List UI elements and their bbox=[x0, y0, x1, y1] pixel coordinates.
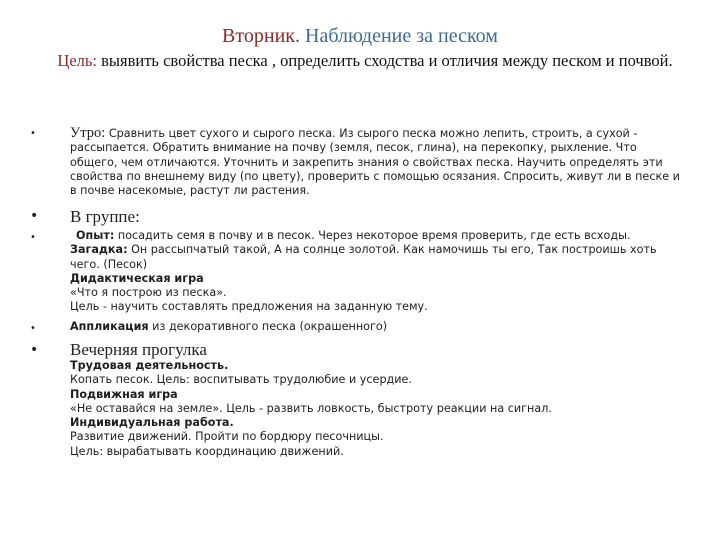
application-block bbox=[70, 320, 680, 334]
mobile-label: Подвижная игра bbox=[70, 387, 178, 401]
bullet-evening: • bbox=[30, 342, 39, 358]
morning-block bbox=[70, 126, 680, 198]
evening-heading: Вечерняя прогулка bbox=[70, 340, 207, 359]
bullet-group-details: • bbox=[30, 232, 36, 243]
title-dot: . bbox=[295, 25, 300, 47]
morning-label: Утро: bbox=[70, 125, 106, 141]
goal-label: Цель: bbox=[57, 51, 97, 70]
experiment-line bbox=[70, 229, 680, 243]
individual-text: Развитие движений. Пройти по бордюру песочницы. bbox=[70, 430, 384, 444]
game-goal: Цель - научить составлять предложения на заданную тему. bbox=[70, 300, 428, 314]
title-day: Вторник bbox=[222, 25, 295, 47]
title-topic: Наблюдение за песком bbox=[300, 25, 498, 47]
application-text: из декоративного песка (окрашенного) bbox=[148, 320, 388, 333]
individual-goal: Цель: вырабатывать координацию движений. bbox=[70, 444, 344, 458]
group-heading: В группе: bbox=[70, 207, 140, 226]
game-label: Дидактическая игра bbox=[70, 271, 204, 285]
labor-label: Трудовая деятельность. bbox=[70, 359, 229, 372]
goal-text: выявить свойства песка , определить сходства и отличия между песком и почвой. bbox=[97, 51, 673, 70]
riddle-line bbox=[70, 243, 680, 272]
bullet-application: • bbox=[30, 323, 36, 334]
experiment-label: Опыт: bbox=[76, 229, 115, 242]
individual-label: Индивидуальная работа. bbox=[70, 416, 234, 430]
bullet-morning: • bbox=[30, 128, 36, 139]
experiment-text: посадить семя в почву и в песок. Через некоторое время проверить, где есть всходы. bbox=[114, 229, 631, 242]
mobile-text: «Не оставайся на земле». Цель - развить ловкость, быстроту реакции на сигнал. bbox=[70, 401, 552, 415]
labor-text: Копать песок. Цель: воспитывать трудолюбие и усердие. bbox=[70, 373, 412, 387]
game-name: «Что я построю из песка». bbox=[70, 286, 227, 300]
game-label-line bbox=[70, 272, 680, 286]
bullet-group: • bbox=[30, 208, 39, 224]
page-title bbox=[0, 24, 720, 48]
group-block bbox=[70, 229, 680, 315]
goal-paragraph bbox=[40, 50, 690, 71]
morning-text: Сравнить цвет сухого и сырого песка. Из сырого песка можно лепить, строить, а сухой - рассыпается. Обратить внимание на почву (земля, песок, глина), на перекопку, рыхление. Что общего, чем отличаются. Уточнить и закрепить знания о свойствах песка. Научить определять эти свойства по внешнему виду (по цвету), проверить с помощью осязания. Спросить, живут ли в песке и в почве насекомые, растут ли растения. bbox=[70, 127, 680, 198]
labor-label-line bbox=[70, 359, 680, 373]
individual-label-line bbox=[70, 416, 680, 430]
application-label: Аппликация bbox=[70, 320, 149, 333]
riddle-text: Он рассыпчатый такой, А на солнце золотой. Как намочишь ты его, Так построишь хоть чего. (Песок) bbox=[70, 243, 657, 271]
riddle-label: Загадка: bbox=[70, 243, 128, 257]
application-line bbox=[70, 320, 680, 334]
mobile-label-line bbox=[70, 388, 680, 402]
evening-block bbox=[70, 359, 680, 459]
